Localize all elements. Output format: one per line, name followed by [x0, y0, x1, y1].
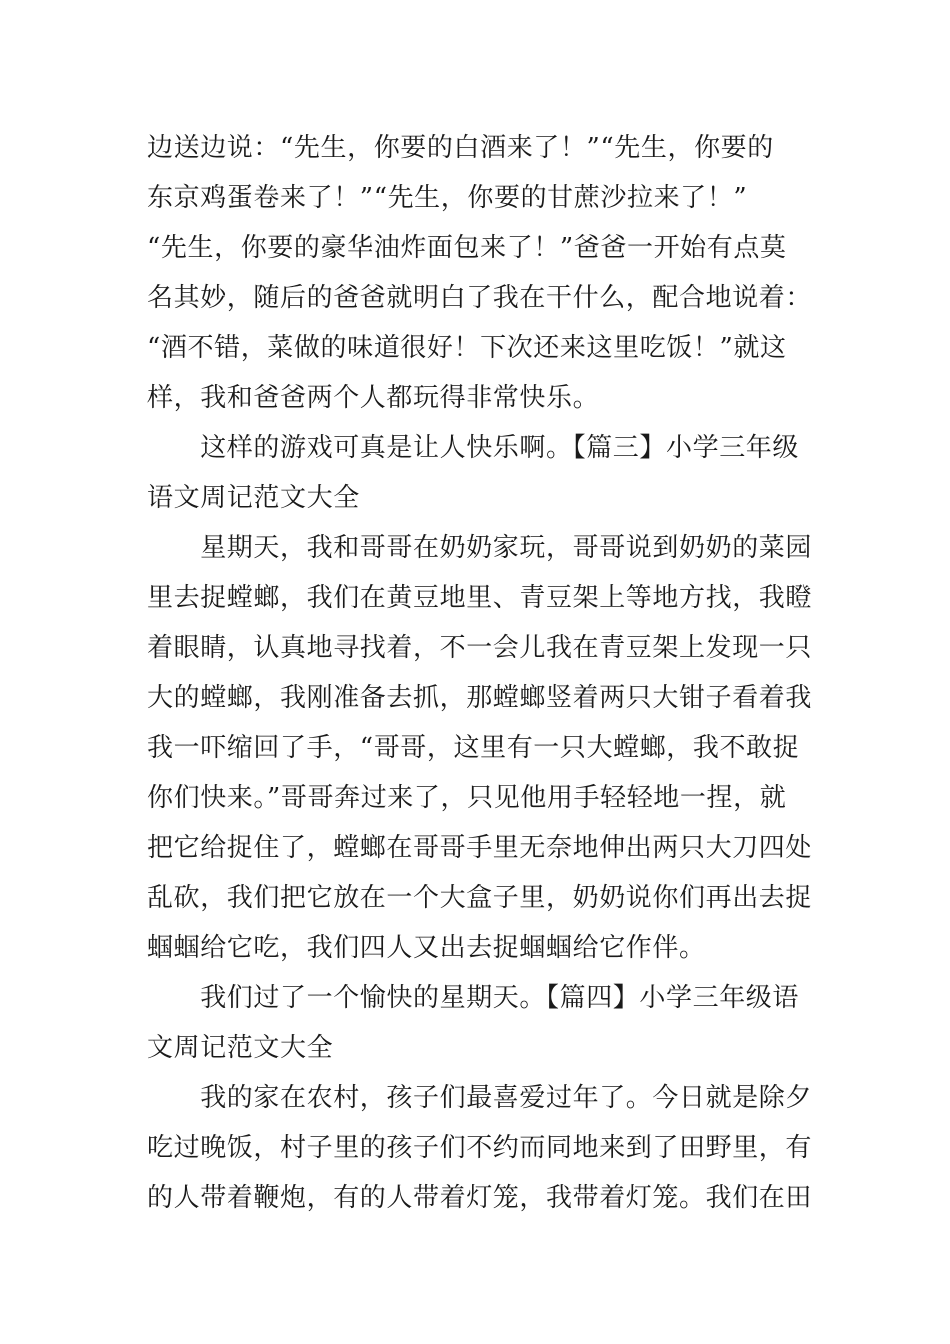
text-line: 东京鸡蛋卷来了！”“先生，你要的甘蔗沙拉来了！”	[147, 183, 748, 213]
text-line: 样，我和爸爸两个人都玩得非常快乐。	[147, 383, 600, 413]
text-line: 语文周记范文大全	[147, 483, 360, 513]
text-line: 我们过了一个愉快的星期天。【篇四】小学三年级语	[147, 983, 800, 1013]
text-line: 星期天，我和哥哥在奶奶家玩，哥哥说到奶奶的菜园	[147, 533, 813, 563]
text-line: 大的螳螂，我刚准备去抓，那螳螂竖着两只大钳子看着我	[147, 683, 813, 713]
text-line: 这样的游戏可真是让人快乐啊。【篇三】小学三年级	[147, 433, 800, 463]
text-line: “酒不错，菜做的味道很好！下次还来这里吃饭！”就这	[147, 333, 787, 363]
text-line: 的人带着鞭炮，有的人带着灯笼，我带着灯笼。我们在田	[147, 1183, 813, 1213]
text-line: 我一吓缩回了手，“哥哥，这里有一只大螳螂，我不敢捉	[147, 733, 800, 763]
text-line: 吃过晚饭，村子里的孩子们不约而同地来到了田野里，有	[147, 1133, 813, 1163]
text-line: 蝈蝈给它吃，我们四人又出去捉蝈蝈给它作伴。	[147, 933, 706, 963]
text-line: 把它给捉住了，螳螂在哥哥手里无奈地伸出两只大刀四处	[147, 833, 813, 863]
text-line: 名其妙，随后的爸爸就明白了我在干什么，配合地说着：	[147, 283, 813, 313]
text-line: 里去捉螳螂，我们在黄豆地里、青豆架上等地方找，我瞪	[147, 583, 813, 613]
text-line: 边送边说：“先生，你要的白酒来了！”“先生，你要的	[147, 133, 774, 163]
text-line: 乱砍，我们把它放在一个大盒子里，奶奶说你们再出去捉	[147, 883, 813, 913]
text-line: “先生，你要的豪华油炸面包来了！”爸爸一开始有点莫	[147, 233, 787, 263]
text-line: 你们快来。”哥哥奔过来了，只见他用手轻轻地一捏，就	[147, 783, 787, 813]
text-line: 着眼睛，认真地寻找着，不一会儿我在青豆架上发现一只	[147, 633, 813, 663]
text-line: 文周记范文大全	[147, 1033, 334, 1063]
text-line: 我的家在农村，孩子们最喜爱过年了。今日就是除夕	[147, 1083, 813, 1113]
